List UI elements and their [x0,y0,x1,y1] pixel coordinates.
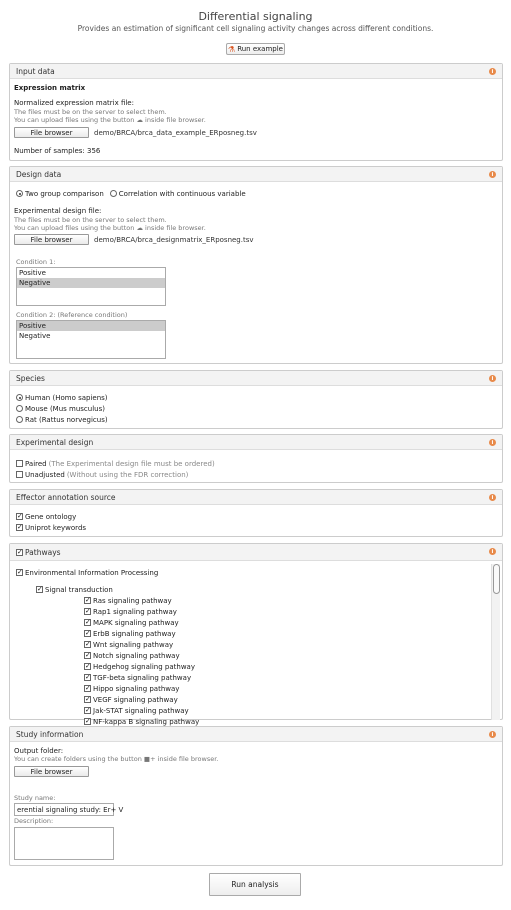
pathways-panel [9,543,503,726]
design-file-path: demo/BRCA/brca_designmatrix_ERposneg.tsv [94,236,254,244]
effector-annotation-header [10,490,502,505]
checkbox-checked-icon: ✓ [85,706,91,714]
checkbox-unchecked-icon [16,460,23,467]
expression-hint-2: You can upload files using the button ☁ inside file browser. [14,116,206,124]
cloud-upload-icon: ☁ [136,116,143,124]
pathway-item[interactable]: ✓ TGF-beta signaling pathway [85,673,192,682]
gene-ontology-checkbox[interactable]: ✓ Gene ontology [17,512,77,521]
condition1-option-selected[interactable]: Negative [17,278,165,288]
experimental-design-title: Experimental design [16,437,94,447]
study-name-input[interactable]: erential signaling study: Er+ V [14,803,114,816]
study-name-label: Study name: [14,794,56,802]
cloud-upload-icon: ☁ [136,224,143,232]
folder-plus-icon: ■+ [143,755,156,763]
condition1-listbox[interactable] [16,267,166,306]
species-header [10,371,502,386]
expression-file-label: Normalized expression matrix file: [14,99,134,107]
species-human-radio[interactable]: Human (Homo sapiens) [16,392,108,403]
pathway-item[interactable]: ✓ Notch signaling pathway [85,651,180,660]
output-folder-hint: You can create folders using the button ■+ inside file browser. [14,755,219,763]
design-file-browser-button[interactable]: File browser [14,234,89,245]
condition1-option[interactable]: Positive [19,269,46,277]
correlation-radio-label[interactable]: Correlation with continuous variable [118,189,246,198]
checkbox-checked-icon: ✓ [37,585,43,593]
species-mouse-radio[interactable]: Mouse (Mus musculus) [16,403,105,414]
description-label: Description: [14,817,54,825]
expression-matrix-title: Expression matrix [14,84,86,92]
radio-selected-icon [16,190,23,197]
input-data-panel [9,63,503,161]
pathway-item[interactable]: ✓ MAPK signaling pathway [85,618,179,627]
pathway-item[interactable]: ✓ Ras signaling pathway [85,596,172,605]
run-analysis-button[interactable]: Run analysis [209,873,301,896]
run-example-label: Run example [237,45,283,53]
condition2-listbox[interactable] [16,320,166,359]
page-title: Differential signaling [198,10,313,23]
species-title: Species [16,373,45,383]
study-information-title: Study information [16,729,84,739]
output-file-browser-button[interactable]: File browser [14,766,89,777]
expression-file-browser-button[interactable]: File browser [14,127,89,138]
run-example-button[interactable] [226,43,285,55]
pathway-subgroup-checkbox[interactable]: ✓ Signal transduction [37,585,113,594]
effector-annotation-panel [9,489,503,537]
checkbox-checked-icon: ✓ [85,684,91,692]
checkbox-checked-icon[interactable]: ✓ [17,547,23,556]
design-data-header [10,167,502,182]
pathways-scrollbar[interactable] [491,564,500,720]
pathways-title: Pathways [25,547,61,557]
info-icon[interactable]: i [489,68,496,75]
uniprot-keywords-checkbox[interactable]: ✓ Uniprot keywords [17,523,87,532]
design-hint-2: You can upload files using the button ☁ inside file browser. [14,224,206,232]
page-subtitle: Provides an estimation of significant cell signaling activity changes across different conditions. [77,24,434,33]
pathway-item[interactable]: ✓ Wnt signaling pathway [85,640,174,649]
input-data-title: Input data [16,66,55,76]
species-panel [9,370,503,429]
checkbox-checked-icon: ✓ [85,651,91,659]
pathway-item[interactable]: ✓ Rap1 signaling pathway [85,607,177,616]
pathway-item[interactable]: ✓ VEGF signaling pathway [85,695,178,704]
info-icon[interactable]: i [489,548,496,555]
radio-unselected-icon [110,190,117,197]
condition2-option-selected[interactable]: Positive [17,321,165,331]
checkbox-checked-icon: ✓ [17,568,23,576]
info-icon[interactable]: i [489,439,496,446]
description-textarea[interactable] [14,827,114,860]
checkbox-checked-icon: ✓ [85,640,91,648]
checkbox-checked-icon: ✓ [85,673,91,681]
checkbox-checked-icon: ✓ [85,695,91,703]
checkbox-checked-icon: ✓ [85,629,91,637]
study-information-header [10,727,502,742]
condition2-option[interactable]: Negative [19,332,51,340]
output-folder-label: Output folder: [14,747,64,755]
radio-unselected-icon [16,416,23,423]
pathway-item[interactable]: ✓ Hedgehog signaling pathway [85,662,195,671]
effector-annotation-title: Effector annotation source [16,492,116,502]
checkbox-checked-icon: ✓ [85,596,91,604]
checkbox-checked-icon: ✓ [17,512,23,520]
flask-icon: ⚗ [228,44,236,54]
checkbox-checked-icon: ✓ [17,523,23,531]
pathway-item[interactable]: ✓ ErbB signaling pathway [85,629,176,638]
pathway-group-checkbox[interactable]: ✓ Environmental Information Processing [17,568,159,577]
paired-checkbox[interactable]: Paired (The Experimental design file must be ordered) [16,458,215,469]
two-group-radio[interactable]: Two group comparison Correlation with continuous variable [16,188,246,199]
design-data-title: Design data [16,169,62,179]
radio-selected-icon [16,394,23,401]
pathway-item[interactable]: ✓ Hippo signaling pathway [85,684,180,693]
pathway-list [84,595,199,727]
design-file-label: Experimental design file: [14,207,102,215]
samples-count: Number of samples: 356 [14,147,101,155]
unadjusted-checkbox[interactable]: Unadjusted (Without using the FDR correction) [16,469,188,480]
checkbox-unchecked-icon [16,471,23,478]
design-data-panel [9,166,503,364]
info-icon[interactable]: i [489,494,496,501]
pathway-item[interactable]: ✓ Jak-STAT signaling pathway [85,706,189,715]
info-icon[interactable]: i [489,731,496,738]
checkbox-checked-icon: ✓ [85,607,91,615]
pathways-header [10,544,502,561]
experimental-design-panel [9,434,503,483]
experimental-design-header [10,435,502,450]
study-information-panel [9,726,503,866]
input-data-header [10,64,502,79]
checkbox-checked-icon: ✓ [85,717,91,725]
checkbox-checked-icon: ✓ [85,618,91,626]
expression-hint-1: The files must be on the server to select them. [14,108,167,116]
species-rat-radio[interactable]: Rat (Rattus norvegicus) [16,414,108,425]
pathway-item[interactable]: ✓ NF-kappa B signaling pathway [85,717,200,726]
condition2-label: Condition 2: (Reference condition) [16,311,128,319]
info-icon[interactable]: i [489,375,496,382]
design-hint-1: The files must be on the server to select them. [14,216,167,224]
scrollbar-thumb[interactable] [493,564,500,594]
radio-unselected-icon [16,405,23,412]
expression-file-path: demo/BRCA/brca_data_example_ERposneg.tsv [94,129,257,137]
condition1-label: Condition 1: [16,258,56,266]
checkbox-checked-icon: ✓ [85,662,91,670]
info-icon[interactable]: i [489,171,496,178]
